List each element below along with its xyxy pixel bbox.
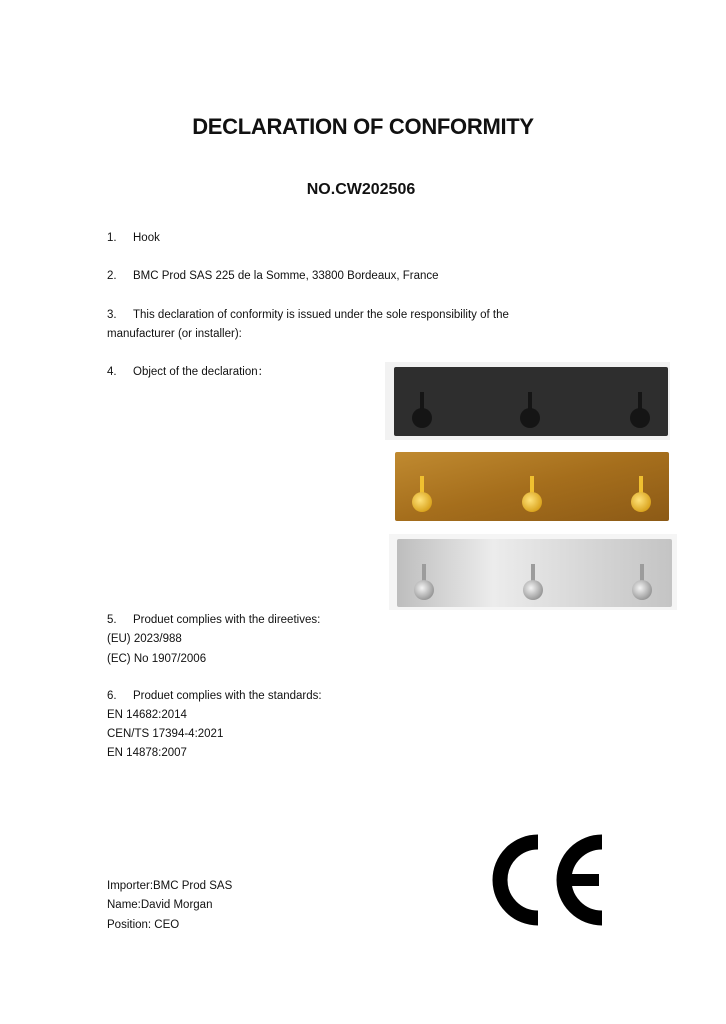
document-number: NO.CW202506 [306,181,416,198]
standard-line: EN 14682:2014 [107,709,187,721]
item-2 [107,269,439,283]
item-text: Produet complies with the standards: [133,690,322,702]
item-number: 5. [107,614,117,626]
item-3 [107,308,509,322]
item-text: This declaration of conformity is issued under the sole responsibility of the [133,309,509,321]
standard-line: EN 14878:2007 [107,747,187,759]
item-text: BMC Prod SAS 225 de la Somme, 33800 Bordeaux, France [133,270,439,282]
product-image-silver [389,534,677,610]
signatory-position: Position: CEO [107,919,180,931]
standard-line: CEN/TS 17394-4:2021 [107,728,224,740]
directive-line: (EU) 2023/988 [107,633,182,645]
directive-line: (EC) No 1907/2006 [107,653,207,665]
page-title: DECLARATION OF CONFORMITY [192,114,534,139]
item-number: 3. [107,309,117,321]
item-4 [107,365,269,379]
importer-line: Importer:BMC Prod SAS [107,880,233,892]
item-number: 6. [107,690,117,702]
item-number: 4. [107,366,117,378]
item-text: Object of the declaration： [133,366,270,378]
item-1 [107,231,160,245]
item-3-continuation: manufacturer (or installer): [107,328,242,340]
item-text: Hook [133,232,160,244]
ce-mark-icon [478,830,608,930]
item-number: 2. [107,270,117,282]
signatory-name: Name:David Morgan [107,899,213,911]
item-6 [107,689,322,703]
item-number: 1. [107,232,117,244]
item-5 [107,613,320,627]
product-image-black [385,362,670,440]
product-image-gold [393,451,671,523]
item-text: Produet complies with the direetives: [133,614,321,626]
